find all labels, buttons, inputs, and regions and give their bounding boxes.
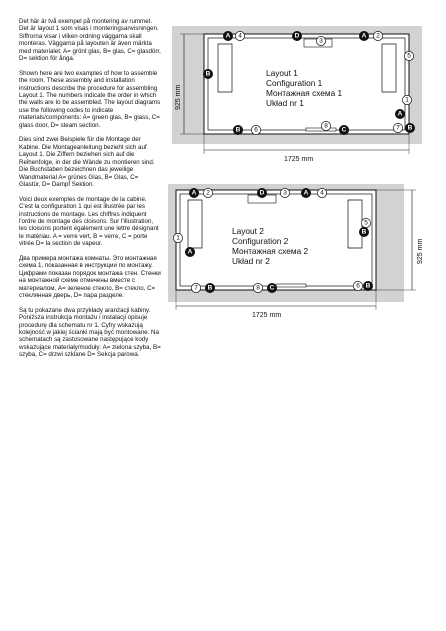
paragraph-polish: Są tu pokazane dwa przykłady aranżacji kabiny. Poniższa instrukcja montażu i instalacji opisuje procedurę dla schematu nr 1. Cyfry wskazują kolejność w jakiej ścianki mają być montowane. Na schematach są zastosowane następujące kody wskazujące materiały/moduły: A= zielona szyba, B= szyba, C= drzwi szklane D= Sekcja parowa. [19,306,161,359]
layout-1-order-marker-label: 3 [319,37,323,45]
layout-2-material-marker-label: D [259,189,265,197]
layout-2-material-marker-label: A [303,189,309,197]
layout-1-material-marker-label: A [361,32,367,40]
layout-2-order-marker-label: 8 [256,284,260,292]
width-dimension-label: 1725 mm [252,312,282,319]
height-dimension-label: 925 mm [175,84,182,110]
layout-2-order-marker-label: 3 [283,189,287,197]
paragraph-german: Dies sind zwei Beispiele für die Montage der Kabine. Die Montageanleitung bezieht sich auf Layout 1. Die Ziffern beziehen sich auf die Reihenfolge, in der die Wände zu montieren sind. Die Buchstaben bezeichnen das jeweilige Wandmaterial A= grünes Glas, B= Glas, C= Glastür, D= Dampf Sektion. [19,136,155,188]
layout-2-material-marker-label: B [207,284,213,292]
layout-2-material-marker-label: A [191,189,197,197]
layout-1-material-marker-label: A [397,110,403,118]
layout-2-line-2: Configuration 2 [232,236,289,246]
layout-1-order-marker-label: 1 [405,96,409,104]
layout-2-order-marker-label: 4 [320,189,324,197]
layout-2-material-marker-label: A [187,248,193,256]
layout-2-title: Layout 2 [232,226,264,236]
paragraph-russian: Два примера монтажа комнаты. Это монтажная схема 1, показанная в инструкции по монтажу. Цифрами показан порядок монтажа стен. Стенки на монтажной схеме отмечены вместе с материалом. A= зеленое стекло, B= стекло, C= стеклянная дверь, D= пара разделе. [19,254,161,299]
layout-1-material-marker-label: B [205,70,211,78]
layout-1-order-marker-label: 4 [238,32,242,40]
door-panel [306,128,336,131]
layout-2-order-marker-label: 6 [356,282,360,290]
layout-2-material-marker-label: B [361,228,367,236]
layout-1-line-3: Монтажная схема 1 [266,88,343,98]
layout-1-order-marker-label: 2 [376,32,380,40]
layout-2-diagram [166,176,428,324]
width-dimension-label: 1725 mm [284,156,314,163]
layout-2-line-3: Монтажная схема 2 [232,246,309,256]
door-panel [276,284,306,287]
layout-1-material-marker-label: A [225,32,231,40]
layout-1-title: Layout 1 [266,68,298,78]
layout-1-order-marker-label: 5 [407,52,411,60]
paragraph-swedish: Det här är två exempel på montering av rummet. Det är layout 1 som visas i monteringsanvisningen. Siffrorna visar i vilken ordning väggarna skall monteras. Väggarna på layouten är även märkta med materialet. A= grönt glas, B= glas, C= glasdörr, D= sektion för ånga. [19,18,161,63]
layout-1-line-2: Configuration 1 [266,78,323,88]
layout-2-order-marker-label: 1 [176,234,180,242]
layout-2-material-marker-label: B [365,282,371,290]
layout-1-material-marker-label: C [341,126,347,134]
layout-1-material-marker-label: D [294,32,300,40]
layout-1-order-marker-label: 8 [324,122,328,130]
layout-1-material-marker-label: B [235,126,241,134]
layout-2-order-marker-label: 5 [364,219,368,227]
paragraph-french: Voici deux exemples de montage de la cabine. C'est la configuration 1 qui est illustrée par les instructions de montage. Les chiffres indiquent l'ordre de montage des cloisons. Sur l'illustration, les cloisons portent également une lettre désignant le matériau. A = verre vert, B = verre, C = porte vitrée D= la section de vapeur. [19,195,159,248]
layout-1-material-marker-label: B [407,124,413,132]
layout-2-line-4: Układ nr 2 [232,256,270,266]
layout-2-material-marker-label: C [269,284,275,292]
paragraph-english: Shown here are two examples of how to assemble the room. These assembly and installation instructions describe the procedure for assembling Layout 1. The numbers indicate the order in which the walls are to be assembled. The layout diagrams use the following codes to indicate materials/components: A= green glas, B= glass, C= glass door, D= steam section. [19,69,161,129]
layout-1-order-marker-label: 7 [396,124,400,132]
layout-2-order-marker-label: 7 [194,284,198,292]
layout-2-order-marker-label: 2 [206,189,210,197]
layout-1-line-4: Układ nr 1 [266,98,304,108]
height-dimension-label: 925 mm [417,238,424,264]
layout-1-order-marker-label: 6 [254,126,258,134]
instructions-text-column [19,18,161,366]
layout-1-diagram [166,22,426,168]
